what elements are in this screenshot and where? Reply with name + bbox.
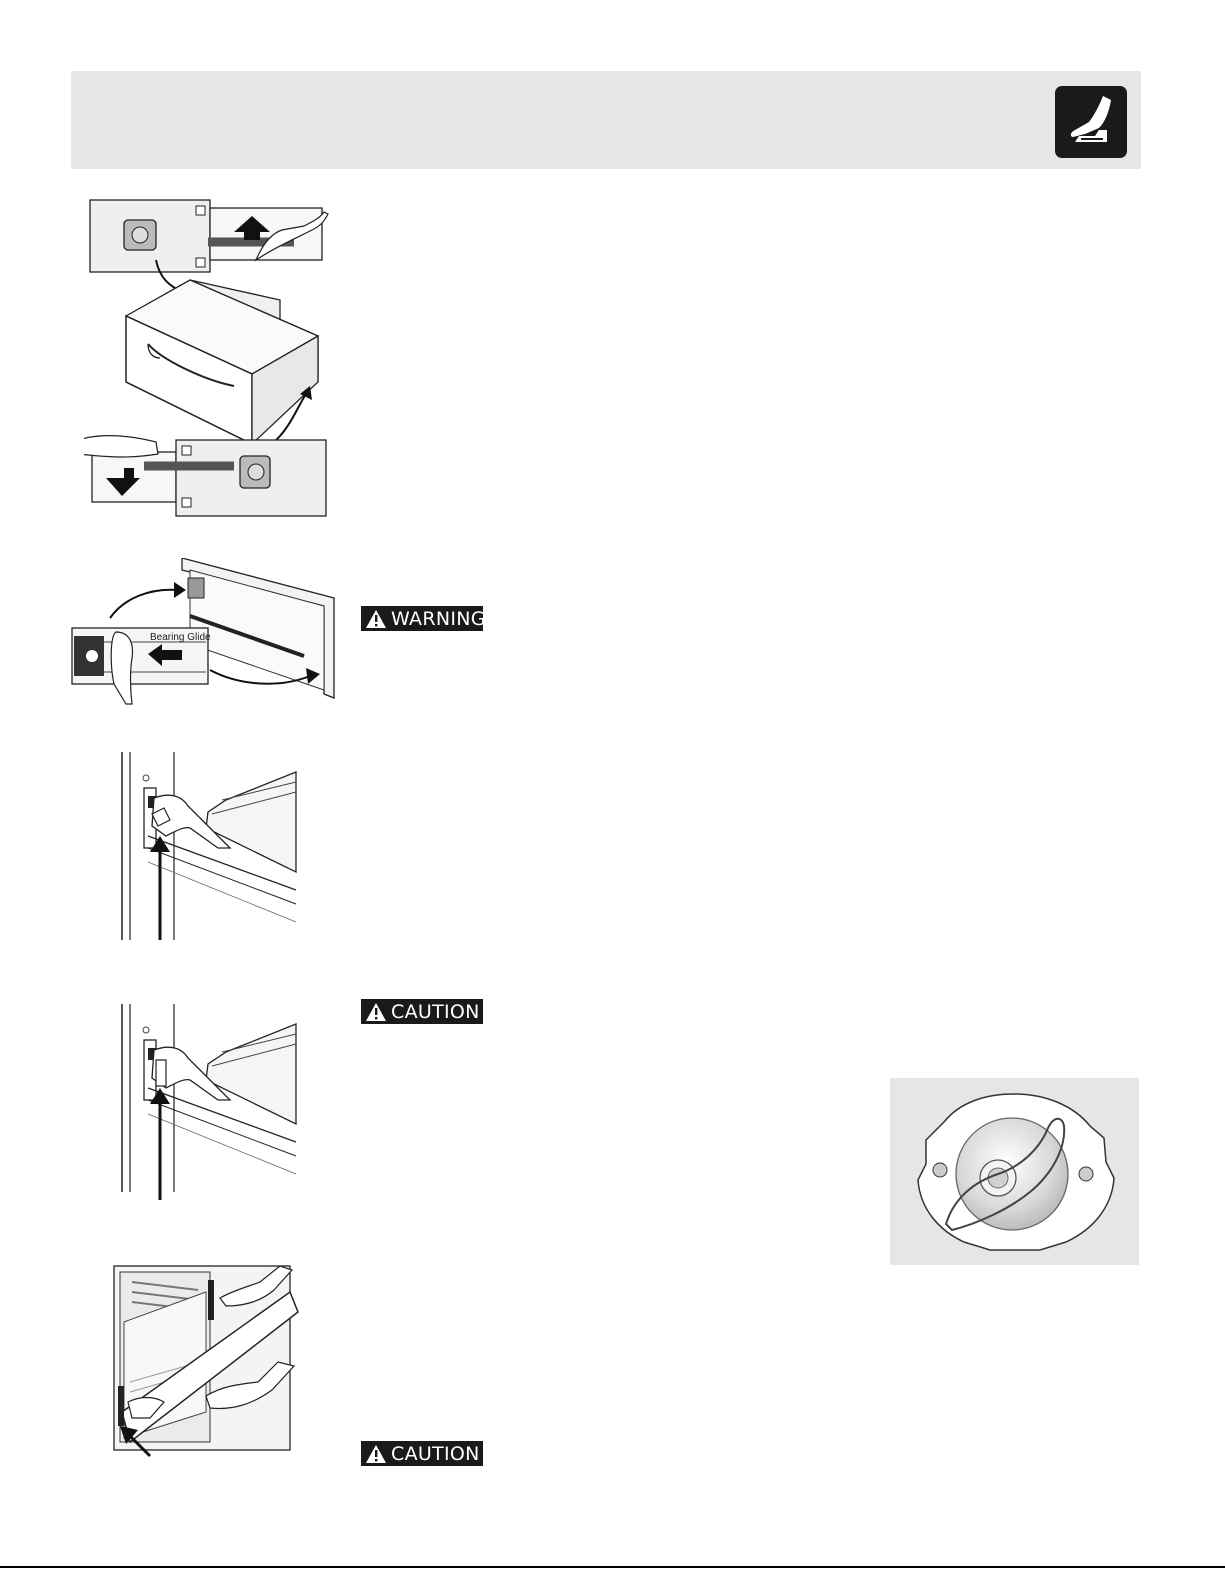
footer-rule bbox=[0, 1566, 1225, 1568]
caution-label: CAUTION bbox=[391, 1000, 480, 1023]
upper-rail-detail bbox=[90, 200, 328, 272]
bearing-glide-label: Bearing Glide bbox=[150, 632, 211, 643]
oven-light-cover-illustration bbox=[890, 1078, 1139, 1265]
caution-label: CAUTION bbox=[391, 1442, 480, 1465]
door-hinge-unlock-illustration bbox=[118, 1004, 298, 1204]
lower-rail-detail bbox=[84, 436, 326, 516]
oven-light-panel bbox=[890, 1078, 1139, 1265]
warning-triangle-icon bbox=[365, 1444, 387, 1464]
bearing-glide-illustration bbox=[70, 558, 335, 706]
caution-badge-2 bbox=[361, 1441, 483, 1466]
warning-triangle-icon bbox=[365, 1002, 387, 1022]
caution-badge-1 bbox=[361, 999, 483, 1024]
drawer-removal-illustration bbox=[84, 196, 334, 518]
door-hinge-lock-illustration bbox=[118, 752, 298, 944]
bearing-glide-rail bbox=[72, 628, 211, 704]
oven-door-removal-illustration bbox=[110, 1262, 300, 1462]
drawer-body bbox=[126, 280, 318, 444]
hand-care-icon bbox=[1055, 86, 1127, 158]
page-header-band bbox=[71, 71, 1141, 169]
warning-badge bbox=[361, 606, 486, 631]
warning-label: WARNING bbox=[391, 607, 486, 630]
warning-triangle-icon bbox=[365, 609, 387, 629]
